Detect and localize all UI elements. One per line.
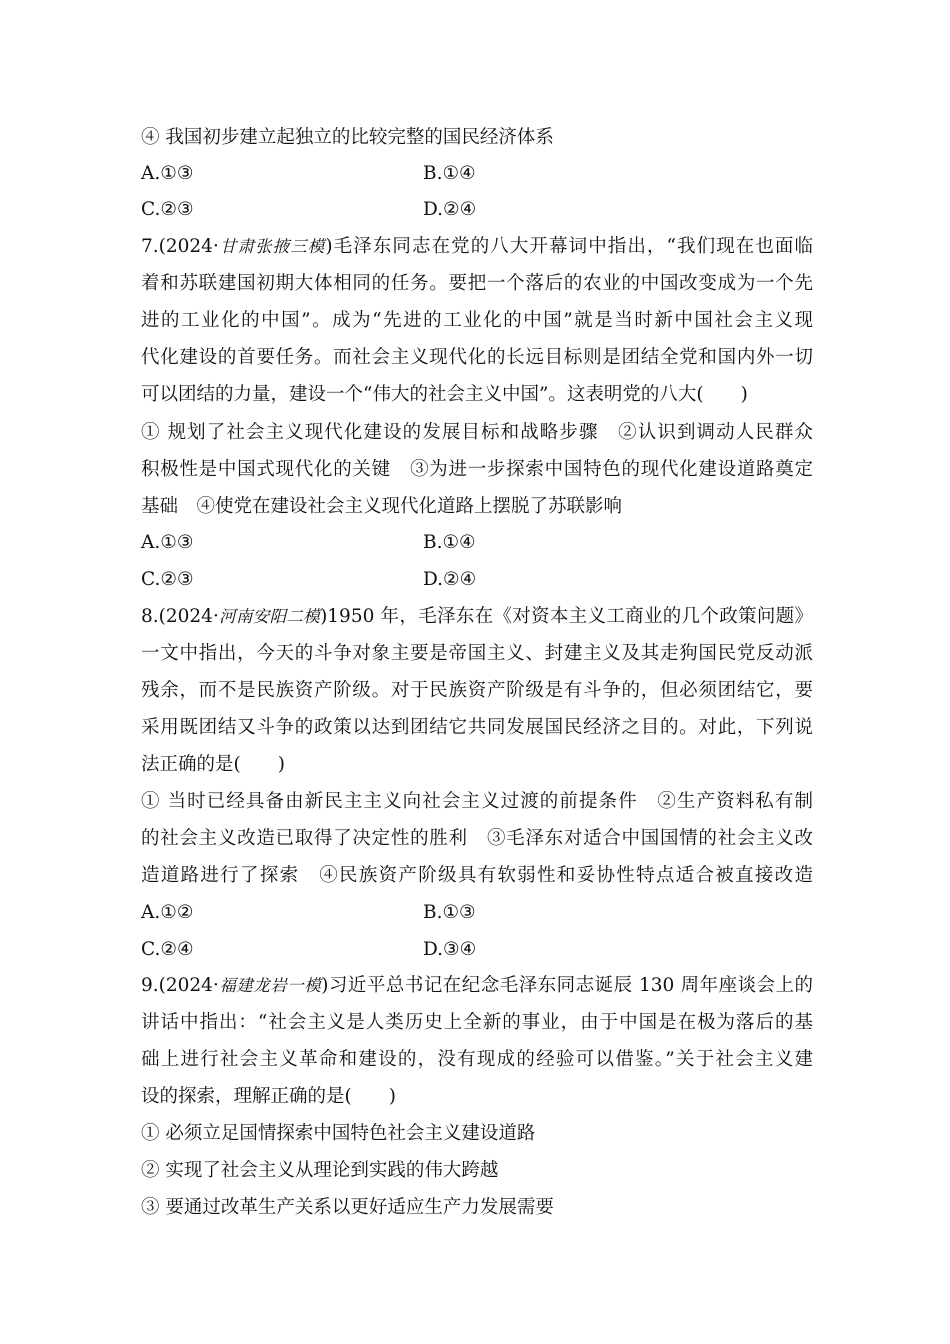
q7-stem-line-4: 代化建设的首要任务。而社会主义现代化的长远目标则是团结全党和国内外一切: [141, 347, 813, 368]
q6-option-a: A.①③: [141, 163, 194, 184]
q7-items-line-2: 积极性是中国式现代化的关键 ③为进一步探索中国特色的现代化建设道路奠定: [141, 459, 813, 480]
q9-source: 福建龙岩一模: [218, 976, 322, 995]
q7-items-line-1: ① 规划了社会主义现代化建设的发展目标和战略步骤 ②认识到调动人民群众: [141, 422, 813, 443]
q8-stem-line-5: 法正确的是( ): [141, 754, 285, 775]
q9-stem-line-4: 设的探索，理解正确的是( ): [141, 1086, 396, 1107]
q7-stem-line-5: 可以团结的力量，建设一个“伟大的社会主义中国”。这表明党的八大( ): [141, 384, 748, 405]
q8-stem-line-4: 采用既团结又斗争的政策以达到团结它共同发展国民经济之目的。对此，下列说: [141, 717, 813, 738]
q6-option-c: C.②③: [141, 199, 194, 220]
q7-stem-rest: )毛泽东同志在党的八大开幕词中指出，“我们现在也面临: [325, 236, 813, 257]
q7-stem-line-1: [141, 234, 813, 260]
q8-items-line-2: 的社会主义改造已取得了决定性的胜利 ③毛泽东对适合中国国情的社会主义改: [141, 828, 813, 849]
q8-source: 河南安阳二模: [218, 607, 321, 626]
q6-option-d: D.②④: [423, 199, 477, 220]
q9-item-3: ③ 要通过改革生产关系以更好适应生产力发展需要: [141, 1197, 554, 1218]
q8-stem-line-3: 残余，而不是民族资产阶级。对于民族资产阶级是有斗争的，但必须团结它，要: [141, 680, 813, 701]
q8-items-line-3: 造道路进行了探索 ④民族资产阶级具有软弱性和妥协性特点适合被直接改造: [141, 865, 813, 886]
q7-option-b: B.①④: [423, 532, 476, 553]
q7-stem-line-2: 着和苏联建国初期大体相同的任务。要把一个落后的农业的中国改变成为一个先: [141, 273, 813, 294]
q8-option-d: D.③④: [423, 939, 477, 960]
q9-number: 9.(2024·: [141, 975, 219, 996]
q9-stem-line-2: 讲话中指出：“社会主义是人类历史上全新的事业，由于中国是在极为落后的基: [141, 1012, 813, 1033]
q7-number: 7.(2024·: [141, 236, 219, 257]
q9-item-2: ② 实现了社会主义从理论到实践的伟大跨越: [141, 1160, 499, 1181]
q9-stem-line-3: 础上进行社会主义革命和建设的，没有现成的经验可以借鉴。”关于社会主义建: [141, 1049, 813, 1070]
q7-option-d: D.②④: [423, 569, 477, 590]
q8-stem-rest: )1950 年，毛泽东在《对资本主义工商业的几个政策问题》: [320, 606, 813, 627]
q8-number: 8.(2024·: [141, 606, 219, 627]
q8-option-b: B.①③: [423, 902, 476, 923]
q8-stem-line-2: 一文中指出，今天的斗争对象主要是帝国主义、封建主义及其走狗国民党反动派: [141, 643, 813, 664]
q8-stem-line-1: [141, 604, 813, 630]
q9-item-1: ① 必须立足国情探索中国特色社会主义建设道路: [141, 1123, 536, 1144]
q7-stem-line-3: 进的工业化的中国”。成为“先进的工业化的中国”就是当时新中国社会主义现: [141, 310, 813, 331]
q6-option-b: B.①④: [423, 163, 476, 184]
q9-stem-rest: )习近平总书记在纪念毛泽东同志诞辰 130 周年座谈会上的: [321, 975, 813, 996]
q8-items-line-1: ① 当时已经具备由新民主主义向社会主义过渡的前提条件 ②生产资料私有制: [141, 791, 813, 812]
q9-stem-line-1: [141, 973, 813, 999]
q7-items-line-3: 基础 ④使党在建设社会主义现代化道路上摆脱了苏联影响: [141, 496, 623, 517]
q7-source: 甘肃张掖三模: [218, 237, 326, 256]
q7-option-c: C.②③: [141, 569, 194, 590]
q8-option-a: A.①②: [141, 902, 194, 923]
q8-option-c: C.②④: [141, 939, 194, 960]
q7-option-a: A.①③: [141, 532, 194, 553]
q6-item-4: ④ 我国初步建立起独立的比较完整的国民经济体系: [141, 127, 554, 148]
